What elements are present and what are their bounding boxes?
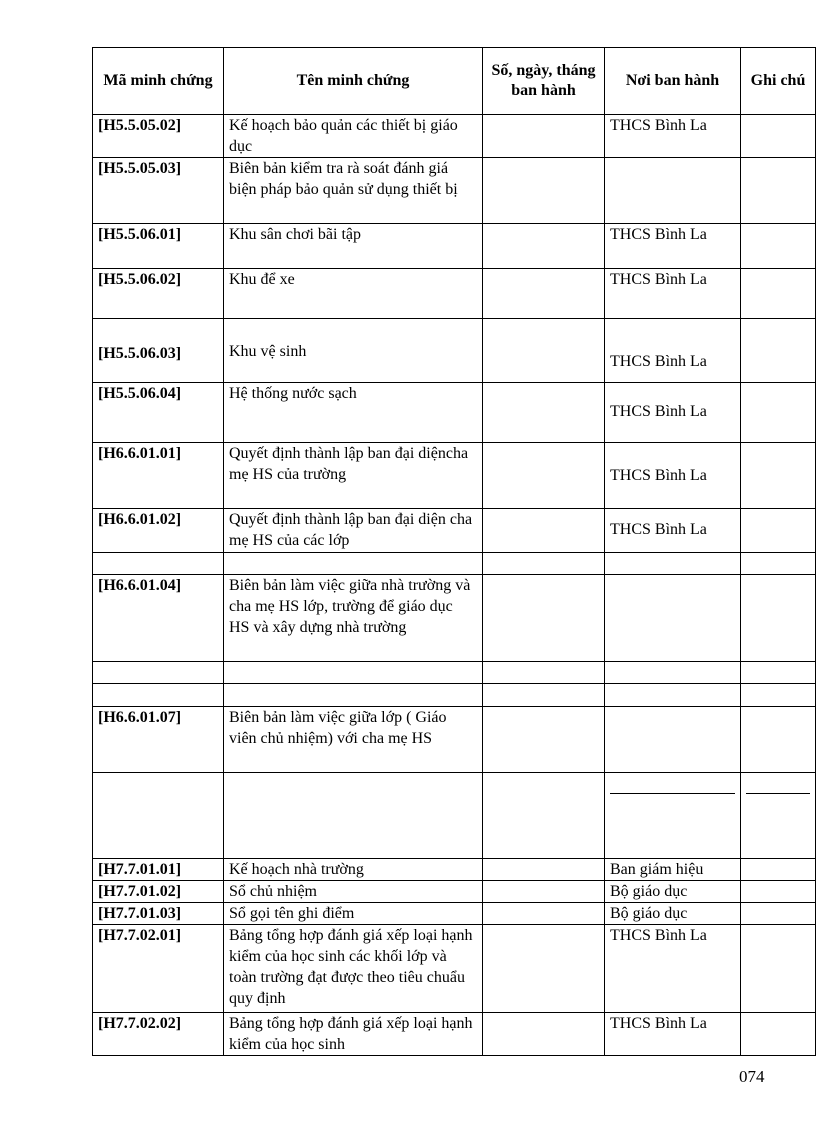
evidence-place	[605, 662, 741, 684]
evidence-note	[741, 707, 816, 773]
evidence-name: Khu vệ sinh	[224, 319, 483, 383]
evidence-issued	[483, 684, 605, 707]
evidence-place: THCS Bình La	[605, 115, 741, 158]
evidence-name	[224, 662, 483, 684]
table-row	[93, 925, 816, 1013]
table-row	[93, 383, 816, 443]
evidence-code: [H7.7.02.01]	[93, 925, 224, 1013]
evidence-name: Quyết định thành lập ban đại diện cha mẹ HS của các lớp	[224, 509, 483, 553]
evidence-code: [H5.5.06.02]	[93, 269, 224, 319]
evidence-name	[224, 553, 483, 575]
header-code: Mã minh chứng	[93, 48, 224, 115]
evidence-code	[93, 553, 224, 575]
evidence-note	[741, 881, 816, 903]
evidence-place: Bộ giáo dục	[605, 881, 741, 903]
evidence-issued	[483, 1013, 605, 1056]
evidence-note	[741, 553, 816, 575]
evidence-name: Bảng tổng hợp đánh giá xếp loại hạnh kiểm của học sinh	[224, 1013, 483, 1056]
header-place: Nơi ban hành	[605, 48, 741, 115]
evidence-code	[93, 662, 224, 684]
evidence-code: [H6.6.01.04]	[93, 575, 224, 662]
evidence-table	[92, 47, 816, 1056]
evidence-place: THCS Bình La	[605, 319, 741, 383]
evidence-issued	[483, 925, 605, 1013]
evidence-place	[605, 707, 741, 773]
evidence-issued	[483, 662, 605, 684]
table-row	[93, 662, 816, 684]
evidence-note	[741, 684, 816, 707]
table-row	[93, 881, 816, 903]
evidence-note	[741, 443, 816, 509]
evidence-issued	[483, 773, 605, 859]
table-row	[93, 575, 816, 662]
evidence-code: [H5.5.06.01]	[93, 224, 224, 269]
table-row	[93, 773, 816, 859]
evidence-note	[741, 269, 816, 319]
split-cell-divider	[610, 773, 735, 794]
evidence-name: Biên bản làm việc giữa lớp ( Giáo viên chủ nhiệm) với cha mẹ HS	[224, 707, 483, 773]
evidence-place	[605, 684, 741, 707]
evidence-issued	[483, 575, 605, 662]
table-row	[93, 859, 816, 881]
table-row	[93, 707, 816, 773]
header-issued: Số, ngày, tháng ban hành	[483, 48, 605, 115]
table-row	[93, 269, 816, 319]
evidence-name: Khu sân chơi bãi tập	[224, 224, 483, 269]
table-row	[93, 224, 816, 269]
evidence-note	[741, 509, 816, 553]
evidence-note	[741, 575, 816, 662]
evidence-issued	[483, 707, 605, 773]
evidence-code: [H5.5.06.03]	[93, 319, 224, 383]
evidence-place: THCS Bình La	[605, 925, 741, 1013]
evidence-issued	[483, 158, 605, 224]
evidence-issued	[483, 443, 605, 509]
evidence-name: Bảng tổng hợp đánh giá xếp loại hạnh kiểm của học sinh các khối lớp và toàn trường đạt được theo tiêu chuẩu quy định	[224, 925, 483, 1013]
table-row	[93, 1013, 816, 1056]
evidence-note	[741, 925, 816, 1013]
table-row	[93, 684, 816, 707]
table-row	[93, 553, 816, 575]
evidence-code: [H7.7.01.03]	[93, 903, 224, 925]
evidence-code: [H5.5.06.04]	[93, 383, 224, 443]
table-row	[93, 443, 816, 509]
evidence-issued	[483, 509, 605, 553]
evidence-code: [H6.6.01.02]	[93, 509, 224, 553]
evidence-place: THCS Bình La	[605, 383, 741, 443]
evidence-name: Hệ thống nước sạch	[224, 383, 483, 443]
evidence-issued	[483, 881, 605, 903]
evidence-place	[605, 158, 741, 224]
evidence-issued	[483, 383, 605, 443]
evidence-place: THCS Bình La	[605, 1013, 741, 1056]
evidence-issued	[483, 859, 605, 881]
table-row	[93, 319, 816, 383]
evidence-note	[741, 158, 816, 224]
evidence-name: Kế hoạch nhà trường	[224, 859, 483, 881]
evidence-place: Bộ giáo dục	[605, 903, 741, 925]
evidence-issued	[483, 903, 605, 925]
evidence-place: THCS Bình La	[605, 509, 741, 553]
evidence-code: [H6.6.01.01]	[93, 443, 224, 509]
evidence-name	[224, 684, 483, 707]
evidence-code: [H7.7.01.01]	[93, 859, 224, 881]
header-name: Tên minh chứng	[224, 48, 483, 115]
evidence-note	[741, 319, 816, 383]
evidence-name: Sổ chủ nhiệm	[224, 881, 483, 903]
evidence-name: Quyết định thành lập ban đại diệncha mẹ HS của trường	[224, 443, 483, 509]
evidence-code	[93, 773, 224, 859]
evidence-place	[605, 575, 741, 662]
evidence-note	[741, 383, 816, 443]
page-number: 074	[739, 1067, 765, 1086]
split-cell-divider	[746, 773, 810, 794]
evidence-note	[741, 859, 816, 881]
evidence-place: THCS Bình La	[605, 224, 741, 269]
evidence-place-split-cell	[605, 773, 741, 859]
evidence-name	[224, 773, 483, 859]
table-row	[93, 509, 816, 553]
evidence-note-split-cell	[741, 773, 816, 859]
evidence-code: [H5.5.05.03]	[93, 158, 224, 224]
evidence-issued	[483, 115, 605, 158]
header-note: Ghi chú	[741, 48, 816, 115]
evidence-note	[741, 903, 816, 925]
evidence-place: THCS Bình La	[605, 443, 741, 509]
evidence-note	[741, 115, 816, 158]
table-row	[93, 903, 816, 925]
evidence-issued	[483, 319, 605, 383]
evidence-name: Khu để xe	[224, 269, 483, 319]
evidence-note	[741, 662, 816, 684]
evidence-name: Sổ gọi tên ghi điểm	[224, 903, 483, 925]
evidence-issued	[483, 269, 605, 319]
evidence-note	[741, 1013, 816, 1056]
evidence-name: Biên bản kiểm tra rà soát đánh giá biện pháp bảo quản sử dụng thiết bị	[224, 158, 483, 224]
evidence-code: [H7.7.02.02]	[93, 1013, 224, 1056]
evidence-place: Ban giám hiệu	[605, 859, 741, 881]
evidence-code: [H5.5.05.02]	[93, 115, 224, 158]
header-row	[93, 48, 816, 115]
evidence-issued	[483, 553, 605, 575]
evidence-code: [H6.6.01.07]	[93, 707, 224, 773]
evidence-name: Biên bản làm việc giữa nhà trường và cha mẹ HS lớp, trường để giáo dục HS và xây dựng nhà trường	[224, 575, 483, 662]
evidence-place	[605, 553, 741, 575]
table-row	[93, 115, 816, 158]
evidence-issued	[483, 224, 605, 269]
evidence-code: [H7.7.01.02]	[93, 881, 224, 903]
evidence-note	[741, 224, 816, 269]
evidence-name: Kế hoạch bảo quản các thiết bị giáo dục	[224, 115, 483, 158]
table-row	[93, 158, 816, 224]
evidence-place: THCS Bình La	[605, 269, 741, 319]
evidence-code	[93, 684, 224, 707]
